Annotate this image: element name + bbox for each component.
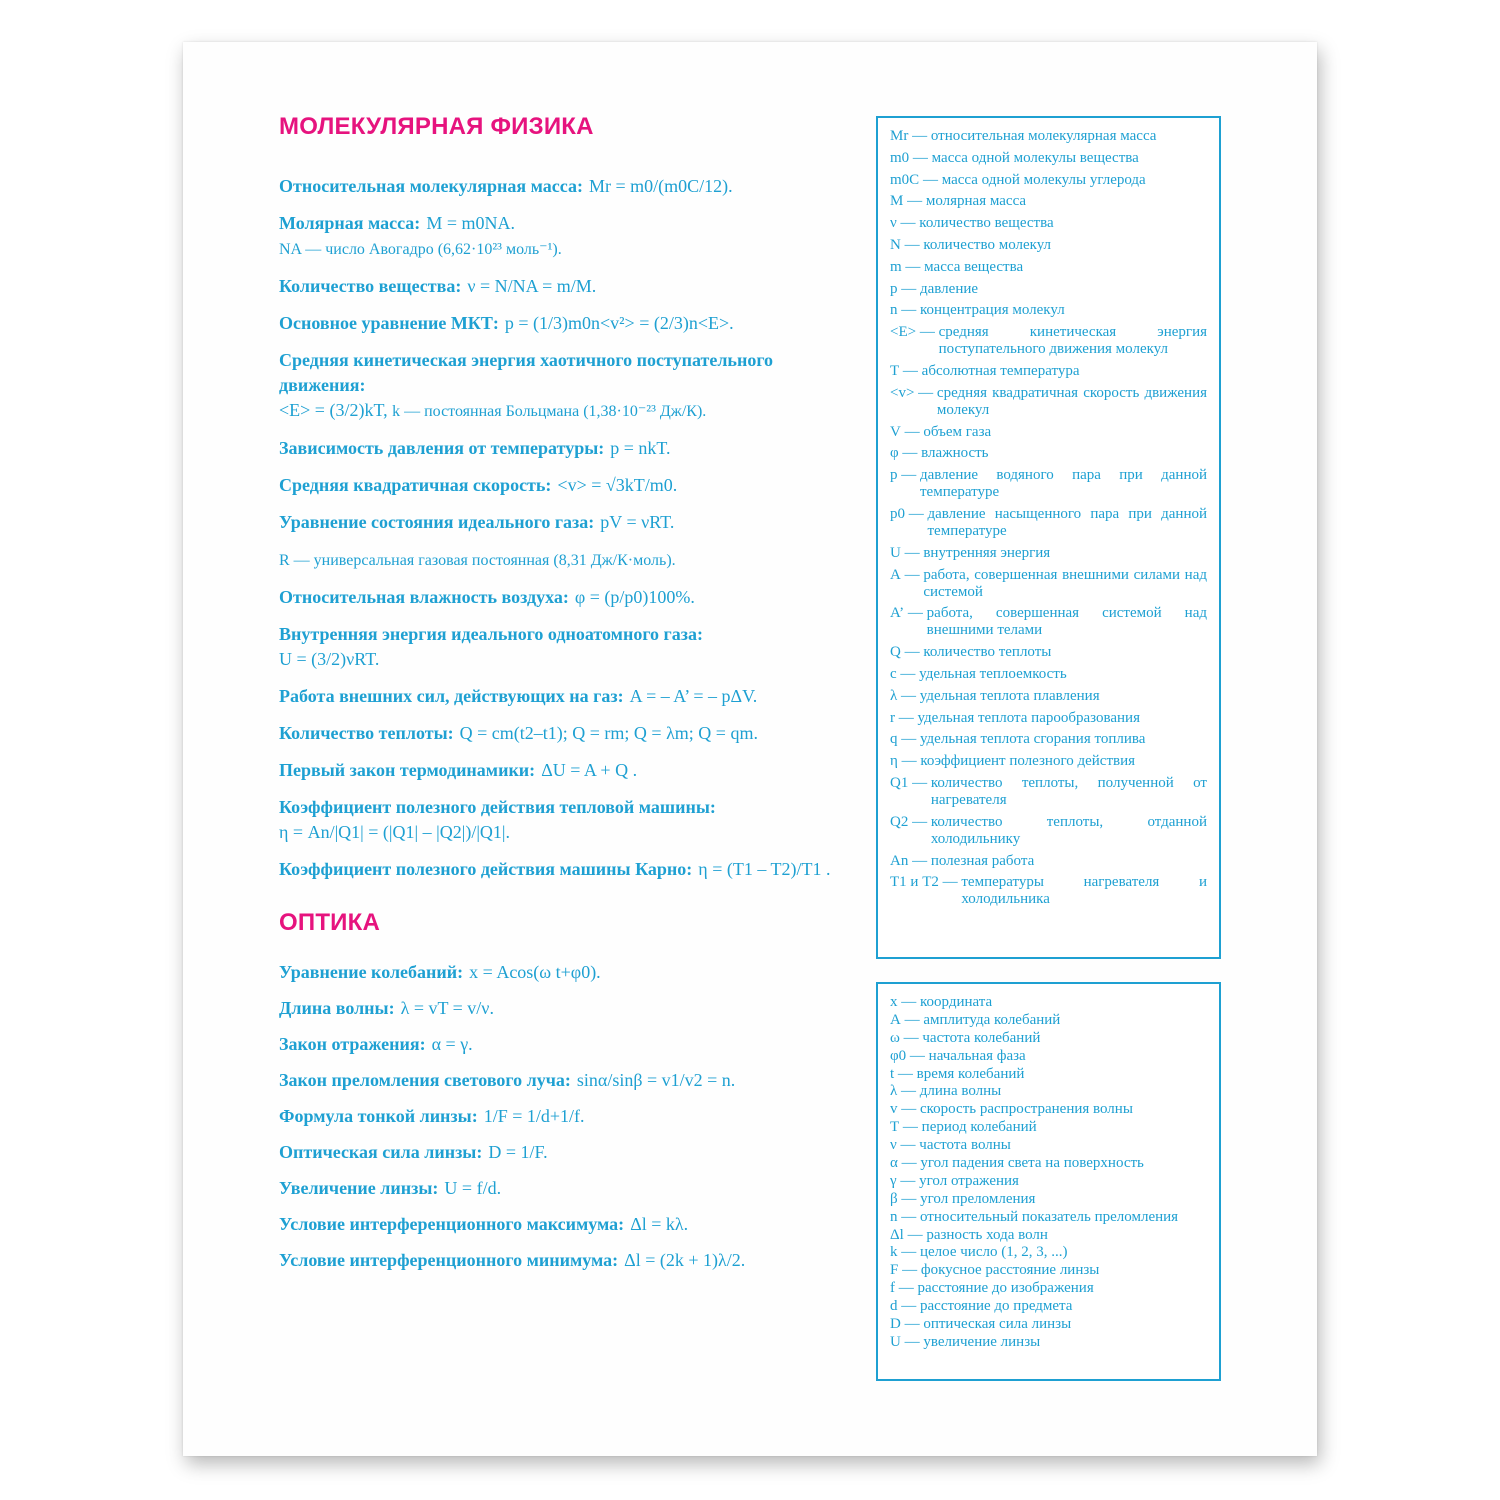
legend-dash: —	[919, 171, 942, 188]
optics-legend-box	[876, 982, 1221, 1381]
formula-equation: x = Acos(ω t+φ0).	[469, 962, 601, 982]
legend-dash: —	[900, 1316, 924, 1333]
legend-row	[890, 688, 1207, 705]
legend-description: расстояние до предмета	[920, 1298, 1073, 1315]
legend-row	[890, 424, 1207, 441]
legend-row	[890, 385, 1207, 419]
legend-dash: —	[908, 852, 931, 869]
legend-dash: —	[904, 605, 927, 622]
legend-dash: —	[900, 644, 924, 661]
legend-symbol: <v>	[890, 384, 915, 401]
legend-symbol: T1 и T2	[890, 874, 939, 891]
formula-equation: ΔU = A + Q .	[541, 760, 638, 780]
legend-symbol: <E>	[890, 324, 917, 341]
legend-description: время колебаний	[916, 1065, 1025, 1082]
legend-description: концентрация молекул	[920, 302, 1065, 319]
legend-dash: —	[909, 149, 932, 166]
formula-equation: D = 1/F.	[488, 1142, 548, 1162]
legend-symbol: p0	[890, 505, 905, 522]
formula-item	[279, 510, 859, 535]
legend-row	[890, 644, 1207, 661]
legend-row	[890, 1030, 1207, 1047]
legend-description: частота волны	[919, 1137, 1011, 1154]
formula-note: R — универсальная газовая постоянная (8,31 Дж/К·моль).	[279, 552, 676, 569]
formula-equation: A = – A’ = – pΔV.	[629, 686, 758, 706]
formula-item	[279, 585, 859, 610]
legend-dash: —	[896, 665, 920, 682]
legend-symbol: Q	[890, 644, 901, 661]
legend-description: температуры нагревателя и холодильника	[961, 874, 1207, 908]
legend-description: целое число (1, 2, 3, ...)	[920, 1244, 1068, 1261]
legend-description: давление водяного пара при данной температуре	[920, 467, 1207, 501]
legend-description: давление	[920, 280, 979, 297]
formula-item	[279, 1104, 859, 1129]
legend-description: масса вещества	[924, 258, 1024, 275]
formula-label: Зависимость давления от температуры:	[279, 438, 605, 458]
legend-dash: —	[897, 753, 921, 770]
formula-note: k — постоянная Больцмана (1,38·10⁻²³ Дж/К).	[392, 403, 707, 420]
formula-equation: p = (1/3)m0n<v²> = (2/3)n<E>.	[504, 313, 734, 333]
section-title-molecular: МОЛЕКУЛЯРНАЯ ФИЗИКА	[279, 113, 594, 140]
legend-dash: —	[908, 813, 931, 830]
formula-item	[279, 436, 859, 461]
legend-symbol: n	[890, 302, 898, 319]
formula-label: Уравнение колебаний:	[279, 962, 464, 982]
legend-description: количество молекул	[923, 236, 1052, 253]
legend-row	[890, 1155, 1207, 1172]
formula-label: Внутренняя энергия идеального одноатомного газа:	[279, 624, 703, 644]
legend-row	[890, 1209, 1207, 1226]
formula-item	[279, 174, 859, 199]
legend-row	[890, 814, 1207, 848]
legend-symbol: v	[890, 1101, 898, 1118]
legend-dash: —	[900, 1011, 924, 1028]
legend-row	[890, 1262, 1207, 1279]
formula-label: Формула тонкой линзы:	[279, 1106, 478, 1126]
formula-equation: M = m0NA.	[426, 213, 515, 233]
legend-description: относительный показатель преломления	[920, 1208, 1179, 1225]
legend-symbol: β	[890, 1190, 898, 1207]
formula-column	[279, 112, 859, 1273]
legend-description: удельная теплота сгорания топлива	[920, 731, 1146, 748]
legend-row	[890, 281, 1207, 298]
formula-item	[279, 211, 859, 262]
formula-label: Молярная масса:	[279, 213, 421, 233]
legend-description: относительная молекулярная масса	[930, 128, 1157, 144]
formula-equation: Q = cm(t2–t1); Q = rm; Q = λm; Q = qm.	[459, 723, 758, 743]
legend-symbol: λ	[890, 687, 898, 704]
legend-row	[890, 506, 1207, 540]
legend-dash: —	[899, 1119, 922, 1136]
legend-symbol: t	[890, 1065, 895, 1082]
formula-item	[279, 684, 859, 709]
legend-row	[890, 1101, 1207, 1118]
legend-row	[890, 1137, 1207, 1154]
legend-row	[890, 1119, 1207, 1136]
formula-label: Относительная молекулярная масса:	[279, 176, 583, 196]
legend-symbol: Mr	[890, 128, 909, 144]
legend-row	[890, 302, 1207, 319]
legend-row	[890, 605, 1207, 639]
formula-equation: U = f/d.	[444, 1178, 502, 1198]
legend-row	[890, 172, 1207, 189]
legend-row	[890, 1334, 1207, 1351]
formula-item	[279, 1068, 859, 1093]
legend-symbol: m0	[890, 149, 910, 166]
legend-row	[890, 237, 1207, 254]
legend-row	[890, 1191, 1207, 1208]
formula-label: Количество теплоты:	[279, 723, 454, 743]
legend-description: частота колебаний	[922, 1029, 1041, 1046]
formula-item	[279, 311, 859, 336]
legend-symbol: n	[890, 1208, 898, 1225]
legend-symbol: M	[890, 193, 904, 210]
legend-dash: —	[896, 1172, 920, 1189]
legend-row	[890, 666, 1207, 683]
legend-description: амплитуда колебаний	[923, 1011, 1061, 1028]
legend-row	[890, 853, 1207, 870]
legend-description: расстояние до изображения	[917, 1280, 1094, 1297]
legend-row	[890, 1173, 1207, 1190]
legend-description: период колебаний	[921, 1119, 1037, 1136]
legend-dash: —	[899, 1029, 923, 1046]
legend-dash: —	[900, 1333, 924, 1350]
legend-symbol: Q2	[890, 813, 909, 830]
legend-row	[890, 753, 1207, 770]
legend-dash: —	[896, 215, 920, 232]
formula-equation: pV = νRT.	[600, 512, 675, 532]
legend-dash: —	[908, 128, 931, 144]
legend-description: коэффициент полезного действия	[920, 753, 1136, 770]
legend-row	[890, 1280, 1207, 1297]
formula-label: Закон отражения:	[279, 1034, 426, 1054]
legend-description: угол отражения	[919, 1172, 1019, 1189]
legend-row	[890, 1227, 1207, 1244]
formula-equation: η = (T1 – T2)/T1 .	[698, 859, 831, 879]
legend-dash: —	[898, 445, 922, 462]
formula-item	[279, 857, 859, 882]
legend-description: количество теплоты, полученной от нагревателя	[930, 774, 1207, 808]
formula-label: Оптическая сила линзы:	[279, 1142, 483, 1162]
formula-label: Увеличение линзы:	[279, 1178, 439, 1198]
legend-description: количество теплоты	[923, 644, 1052, 661]
legend-row	[890, 1012, 1207, 1029]
legend-dash: —	[903, 1226, 927, 1243]
formula-label: Коэффициент полезного действия тепловой машины:	[279, 797, 716, 817]
legend-symbol: r	[890, 709, 895, 726]
formula-equation: p = nkT.	[610, 438, 671, 458]
legend-row	[890, 1298, 1207, 1315]
formula-label: Средняя кинетическая энергия хаотичного поступательного движения:	[279, 350, 774, 395]
legend-row	[890, 874, 1207, 908]
legend-symbol: N	[890, 236, 901, 253]
legend-symbol: A	[890, 1011, 901, 1028]
formula-equation: Δl = (2k + 1)λ/2.	[624, 1250, 746, 1270]
legend-dash: —	[900, 236, 924, 253]
legend-description: удельная теплота парообразования	[917, 709, 1140, 726]
formula-label: Относительная влажность воздуха:	[279, 587, 569, 607]
formula-equation: Mr = m0/(m0C/12).	[588, 176, 733, 196]
legend-description: увеличение линзы	[923, 1333, 1041, 1350]
legend-description: работа, совершенная системой над внешними телами	[926, 605, 1207, 639]
legend-symbol: D	[890, 1316, 901, 1333]
legend-dash: —	[914, 384, 937, 401]
formula-label: Количество вещества:	[279, 276, 462, 296]
legend-dash: —	[938, 874, 962, 891]
legend-dash: —	[894, 1065, 917, 1082]
legend-row	[890, 324, 1207, 358]
formula-equation: <E> = (3/2)kT,	[279, 400, 388, 420]
legend-dash: —	[908, 774, 931, 791]
legend-description: абсолютная температура	[921, 362, 1080, 379]
legend-symbol: ν	[890, 1137, 897, 1154]
legend-row	[890, 775, 1207, 809]
legend-row	[890, 193, 1207, 210]
legend-description: удельная теплоемкость	[919, 665, 1067, 682]
molecular-legend-box	[876, 116, 1221, 959]
legend-symbol: q	[890, 731, 898, 748]
legend-dash: —	[900, 544, 924, 561]
legend-symbol: φ	[890, 445, 899, 462]
legend-row	[890, 1048, 1207, 1065]
legend-dash: —	[897, 687, 920, 704]
legend-dash: —	[897, 1190, 921, 1207]
legend-dash: —	[898, 1262, 921, 1279]
formula-item	[279, 1212, 859, 1237]
legend-dash: —	[897, 994, 920, 1010]
formula-label: Коэффициент полезного действия машины Карно:	[279, 859, 693, 879]
legend-symbol: U	[890, 1333, 901, 1350]
legend-symbol: η	[890, 753, 898, 770]
legend-row	[890, 994, 1207, 1011]
legend-description: начальная фаза	[928, 1047, 1026, 1064]
legend-symbol: k	[890, 1244, 898, 1261]
legend-dash: —	[897, 1101, 920, 1118]
legend-dash: —	[897, 467, 920, 484]
legend-symbol: γ	[890, 1172, 897, 1189]
legend-description: скорость распространения волны	[920, 1101, 1133, 1118]
formula-item	[279, 721, 859, 746]
legend-dash: —	[896, 1137, 920, 1154]
formula-equation: sinα/sinβ = v1/v2 = n.	[576, 1070, 736, 1090]
legend-dash: —	[897, 302, 920, 319]
legend-symbol: λ	[890, 1083, 898, 1100]
legend-symbol: ω	[890, 1029, 900, 1046]
formula-item	[279, 348, 859, 424]
formula-item	[279, 1032, 859, 1057]
legend-description: полезная работа	[930, 852, 1035, 869]
legend-row	[890, 215, 1207, 232]
legend-row	[890, 150, 1207, 167]
legend-description: угол преломления	[920, 1190, 1036, 1207]
formula-label: Работа внешних сил, действующих на газ:	[279, 686, 624, 706]
formula-item	[279, 1140, 859, 1165]
legend-description: объем газа	[923, 423, 992, 440]
legend-description: молярная масса	[925, 193, 1027, 210]
legend-symbol: m0C	[890, 171, 920, 188]
section-title-optics: ОПТИКА	[279, 909, 381, 936]
formula-label: Первый закон термодинамики:	[279, 760, 536, 780]
formula-item	[279, 758, 859, 783]
formula-equation: λ = vT = v/ν.	[400, 998, 494, 1018]
legend-symbol: p	[890, 467, 898, 484]
legend-dash: —	[905, 505, 928, 522]
legend-symbol: T	[890, 1119, 900, 1136]
legend-dash: —	[895, 709, 918, 726]
molecular-formula-list	[279, 174, 859, 882]
legend-row	[890, 259, 1207, 276]
legend-symbol: T	[890, 362, 900, 379]
formula-item	[279, 274, 859, 299]
legend-symbol: f	[890, 1280, 895, 1297]
legend-dash: —	[897, 731, 920, 748]
formula-item	[279, 547, 859, 573]
formula-item	[279, 1176, 859, 1201]
legend-symbol: An	[890, 852, 909, 869]
legend-dash: —	[899, 362, 922, 379]
legend-symbol: V	[890, 423, 901, 440]
legend-description: длина волны	[919, 1083, 1002, 1100]
legend-dash: —	[897, 1083, 920, 1100]
legend-symbol: φ0	[890, 1047, 907, 1064]
legend-description: фокусное расстояние линзы	[920, 1262, 1100, 1279]
legend-row	[890, 445, 1207, 462]
formula-equation: φ = (p/p0)100%.	[574, 587, 695, 607]
legend-dash: —	[903, 193, 926, 210]
legend-symbol: x	[890, 994, 898, 1010]
formula-label: Основное уравнение МКТ:	[279, 313, 499, 333]
legend-dash: —	[897, 1244, 920, 1261]
optics-formula-list	[279, 960, 859, 1273]
legend-dash: —	[900, 566, 924, 583]
legend-dash: —	[906, 1047, 929, 1064]
formula-equation: α = γ.	[431, 1034, 473, 1054]
legend-dash: —	[900, 423, 924, 440]
formula-label: Условие интерференционного максимума:	[279, 1214, 625, 1234]
legend-description: средняя квадратичная скорость движения молекул	[936, 384, 1207, 418]
formula-label: Условие интерференционного минимума:	[279, 1250, 619, 1270]
legend-dash: —	[897, 1208, 920, 1225]
legend-row	[890, 710, 1207, 727]
legend-row	[890, 467, 1207, 501]
formula-item	[279, 996, 859, 1021]
legend-dash: —	[897, 1155, 921, 1172]
legend-description: удельная теплота плавления	[919, 687, 1100, 704]
formula-label: Уравнение состояния идеального газа:	[279, 512, 595, 532]
legend-symbol: F	[890, 1262, 899, 1279]
formula-equation: U = (3/2)νRT.	[279, 649, 380, 669]
formula-item	[279, 960, 859, 985]
legend-dash: —	[916, 324, 939, 341]
legend-symbol: c	[890, 665, 897, 682]
legend-dash: —	[895, 1280, 918, 1297]
legend-symbol: d	[890, 1298, 898, 1315]
legend-symbol: Q1	[890, 774, 909, 791]
legend-description: влажность	[921, 445, 989, 462]
legend-symbol: A’	[890, 605, 905, 622]
legend-description: оптическая сила линзы	[923, 1316, 1072, 1333]
formula-item	[279, 1248, 859, 1273]
legend-description: количество вещества	[919, 215, 1054, 232]
formula-item	[279, 473, 859, 498]
formula-equation: ν = N/NA = m/M.	[467, 276, 597, 296]
legend-row	[890, 1316, 1207, 1333]
legend-symbol: ν	[890, 215, 897, 232]
legend-description: координата	[920, 994, 993, 1010]
formula-equation: η = An/|Q1| = (|Q1| – |Q2|)/|Q1|.	[279, 822, 511, 842]
legend-dash: —	[897, 280, 920, 297]
legend-row	[890, 1083, 1207, 1100]
legend-row	[890, 1244, 1207, 1261]
formula-label: Длина волны:	[279, 998, 395, 1018]
formula-equation: Δl = kλ.	[630, 1214, 689, 1234]
legend-row	[890, 128, 1207, 145]
legend-description: внутренняя энергия	[923, 544, 1051, 561]
legend-row	[890, 363, 1207, 380]
legend-symbol: A	[890, 566, 901, 583]
formula-note: NA — число Авогадро (6,62·10²³ моль⁻¹).	[279, 241, 562, 258]
legend-symbol: m	[890, 258, 902, 275]
legend-symbol: U	[890, 544, 901, 561]
legend-row	[890, 545, 1207, 562]
legend-description: давление насыщенного пара при данной температуре	[927, 505, 1207, 539]
formula-item	[279, 622, 859, 672]
legend-dash: —	[901, 258, 925, 275]
formula-label: Закон преломления светового луча:	[279, 1070, 571, 1090]
formula-equation: <v> = √3kT/m0.	[557, 475, 678, 495]
legend-symbol: p	[890, 280, 898, 297]
legend-description: угол падения света на поверхность	[920, 1155, 1144, 1172]
formula-equation: 1/F = 1/d+1/f.	[483, 1106, 585, 1126]
legend-description: средняя кинетическая энергия поступательного движения молекул	[938, 324, 1207, 358]
legend-row	[890, 567, 1207, 601]
legend-description: количество теплоты, отданной холодильнику	[930, 813, 1207, 847]
legend-description: разность хода волн	[926, 1226, 1048, 1243]
legend-row	[890, 1066, 1207, 1083]
formula-label: Средняя квадратичная скорость:	[279, 475, 552, 495]
legend-symbol: α	[890, 1155, 898, 1172]
legend-dash: —	[897, 1298, 920, 1315]
legend-description: масса одной молекулы вещества	[931, 149, 1139, 166]
legend-description: работа, совершенная внешними силами над системой	[923, 566, 1207, 600]
legend-symbol: Δl	[890, 1226, 904, 1243]
legend-description: масса одной молекулы углерода	[941, 171, 1146, 188]
formula-item	[279, 795, 859, 845]
legend-row	[890, 731, 1207, 748]
